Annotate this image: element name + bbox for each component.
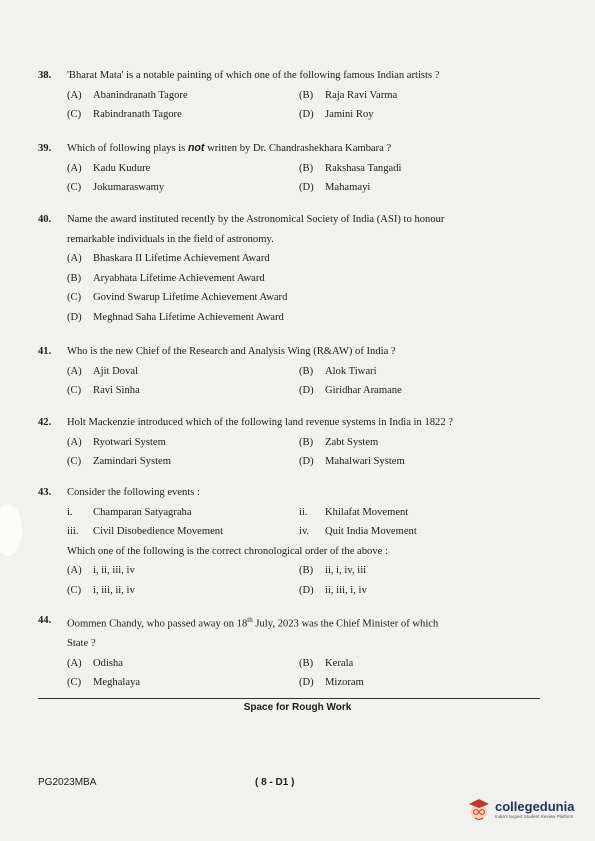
- question-text: Which of following plays is not written by Dr. Chandrashekhara Kambara ?: [67, 142, 392, 154]
- event-i: i. Champaran Satyagraha: [67, 506, 192, 518]
- option-d: (D) Mahamayi: [299, 182, 371, 193]
- option-a: (A) Bhaskara II Lifetime Achievement Award: [67, 253, 270, 264]
- question-number: 43.: [38, 487, 52, 498]
- question-number: 39.: [38, 143, 52, 154]
- option-c: (C) Govind Swarup Lifetime Achievement Award: [67, 292, 288, 303]
- rough-work-heading: Space for Rough Work: [243, 702, 352, 713]
- option-d: (D) Mahalwari System: [299, 456, 405, 467]
- option-a: (A) Ryotwari System: [67, 436, 166, 448]
- question-number: 41.: [38, 346, 52, 357]
- brand-name: collegedunia: [495, 799, 575, 814]
- option-c: (C) Rabindranath Tagore: [67, 109, 182, 120]
- option-d: (D) ii, iii, i, iv: [299, 584, 367, 596]
- option-b: (B) Rakshasa Tangadi: [299, 162, 402, 174]
- option-a: (A) Odisha: [67, 657, 124, 669]
- question-text: Consider the following events :: [67, 487, 200, 498]
- option-b: (B) Alok Tiwari: [299, 365, 377, 377]
- thumb-shadow: [0, 500, 40, 560]
- option-a: (A) Abanindranath Tagore: [67, 89, 188, 101]
- option-a: (A) Kadu Kudure: [67, 162, 151, 174]
- option-d: (D) Meghnad Saha Lifetime Achievement Award: [67, 311, 284, 323]
- option-c: (C) Meghalaya: [67, 677, 141, 689]
- brand-tagline: India's largest Student Review Platform: [495, 814, 574, 819]
- option-c: (C) i, iii, ii, iv: [67, 584, 135, 596]
- question-44: [38, 611, 558, 693]
- option-c: (C) Zamindari System: [67, 456, 171, 467]
- question-text: Who is the new Chief of the Research and Analysis Wing (R&AW) of India ?: [67, 346, 396, 357]
- question-text: Holt Mackenzie introduced which of the following land revenue systems in India in 1822 ?: [67, 417, 453, 428]
- question-41: [38, 342, 558, 401]
- option-a: (A) i, ii, iii, iv: [67, 565, 135, 576]
- graduate-logo-icon: [466, 797, 492, 823]
- option-a: (A) Ajit Doval: [67, 365, 139, 377]
- question-text: Name the award instituted recently by the Astronomical Society of India (ASI) to honour: [67, 214, 445, 225]
- event-ii: ii. Khilafat Movement: [299, 506, 409, 518]
- collegedunia-watermark: [466, 797, 574, 823]
- question-number: 40.: [38, 214, 52, 225]
- question-42: [38, 413, 558, 472]
- question-number: 44.: [38, 615, 52, 626]
- option-b: (B) ii, i, iv, iii: [299, 565, 367, 576]
- page-number: ( 8 - D1 ): [255, 777, 295, 788]
- question-number: 38.: [38, 70, 52, 81]
- option-c: (C) Ravi Sinha: [67, 385, 140, 396]
- paper-code: PG2023MBA: [38, 777, 97, 788]
- option-b: (B) Raja Ravi Varma: [299, 89, 398, 101]
- event-iv: iv. Quit India Movement: [299, 526, 417, 537]
- event-iii: iii. Civil Disobedience Movement: [67, 526, 224, 537]
- option-d: (D) Giridhar Aramane: [299, 385, 402, 396]
- question-43: [38, 483, 558, 600]
- question-text-continued: remarkable individuals in the field of astronomy.: [67, 233, 274, 245]
- option-c: (C) Jokumaraswamy: [67, 182, 165, 193]
- question-text-continued: Which one of the following is the correct chronological order of the above :: [67, 545, 388, 557]
- question-number: 42.: [38, 417, 52, 428]
- question-text-continued: State ?: [67, 638, 96, 650]
- option-b: (B) Zabt System: [299, 436, 379, 448]
- question-40: [38, 210, 558, 327]
- option-d: (D) Mizoram: [299, 677, 364, 689]
- question-text: Oommen Chandy, who passed away on 18th July, 2023 was the Chief Minister of which: [67, 616, 439, 630]
- divider-line: [38, 698, 540, 699]
- option-b: (B) Aryabhata Lifetime Achievement Award: [67, 272, 265, 284]
- question-39: [38, 139, 558, 198]
- option-b: (B) Kerala: [299, 657, 354, 669]
- question-38: [38, 66, 558, 125]
- question-text: 'Bharat Mata' is a notable painting of which one of the following famous Indian artists ?: [67, 70, 440, 81]
- option-d: (D) Jamini Roy: [299, 109, 374, 120]
